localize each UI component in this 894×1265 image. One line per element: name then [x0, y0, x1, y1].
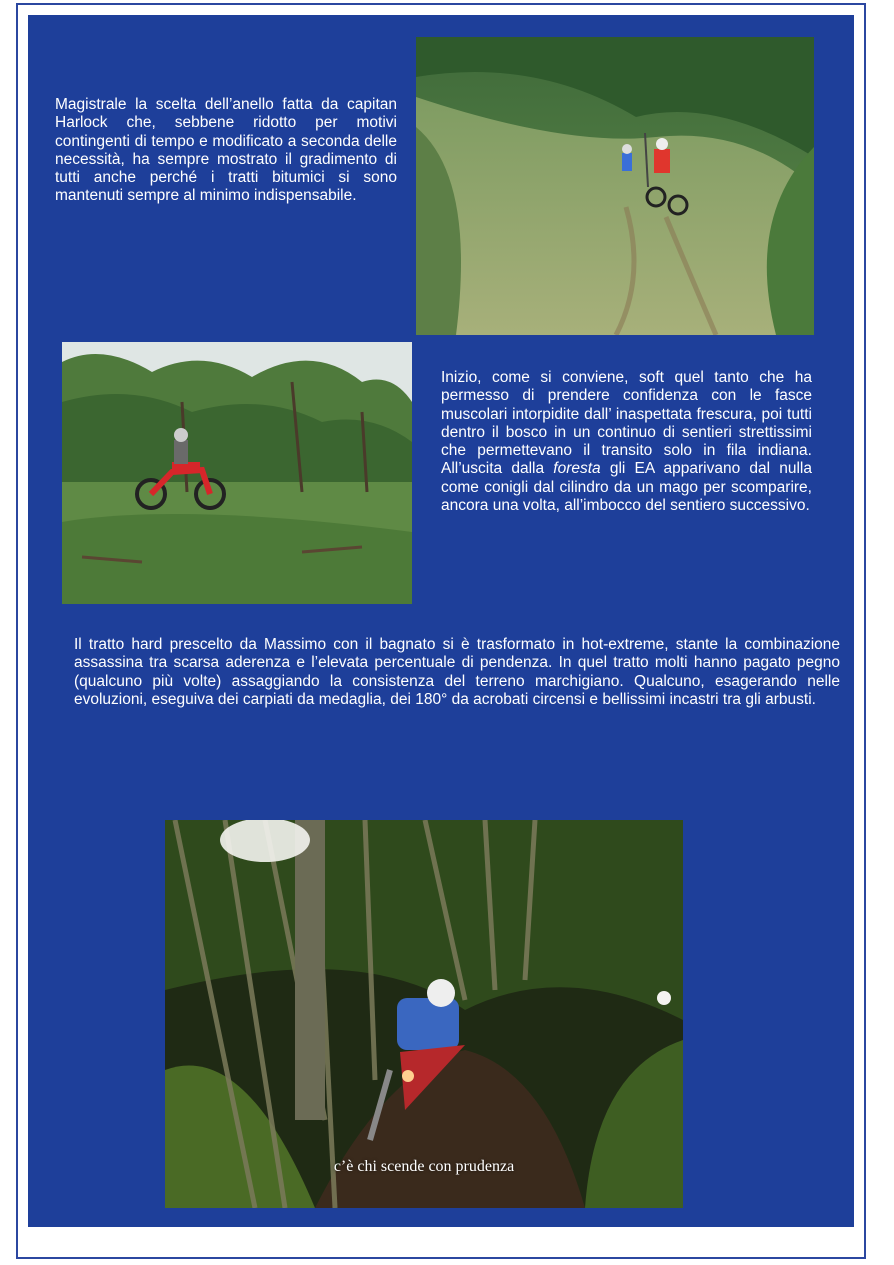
paragraph-3: Il tratto hard prescelto da Massimo con il bagnato si è trasformato in hot-extreme, stante la combinazione assassina tra scarsa aderenza e l’elevata percentuale di pendenza. In quel tratto molti hanno pagato pegno (qualcuno più volte) assaggiando la consistenza del terreno marchigiano. Qualcuno, esagerando nelle evoluzioni, eseguiva dei carpiati da medaglia, dei 180° da acrobati circensi e bellissimi incastri tra gli arbusti.	[74, 636, 840, 708]
photo-rider-in-field	[62, 342, 412, 604]
paragraph-2-start: Inizio, come si conviene, soft quel tanto che ha permesso di prendere confidenza con le fasce muscolari intorpidite dall’ inaspettata frescura, poi tutti dentro il bosco in un continuo di sentieri strettissimi che permettevano il transito solo in fila indiana. All’uscita dalla	[441, 369, 812, 478]
photo-caption: c’è chi scende con prudenza	[333, 1158, 515, 1175]
paragraph-2-italic: foresta	[553, 460, 601, 478]
photo-rider-forest-trail	[165, 820, 683, 1208]
paragraph-2	[441, 369, 812, 515]
paragraph-1: Magistrale la scelta dell’anello fatta da capitan Harlock che, sebbene ridotto per motivi contingenti di tempo e modificato a seconda delle necessità, ha sempre mostrato il gradimento di tutti anche perché i tratti bitumici si sono mantenuti sempre al minimo indispensabile.	[55, 96, 397, 205]
photo-riders-grassy-slope	[416, 37, 814, 335]
paragraph-2-end: gli EA apparivano dal nulla come conigli dal cilindro da un mago per scomparire, ancora una volta, all’imbocco del sentiero successivo.	[441, 460, 812, 515]
